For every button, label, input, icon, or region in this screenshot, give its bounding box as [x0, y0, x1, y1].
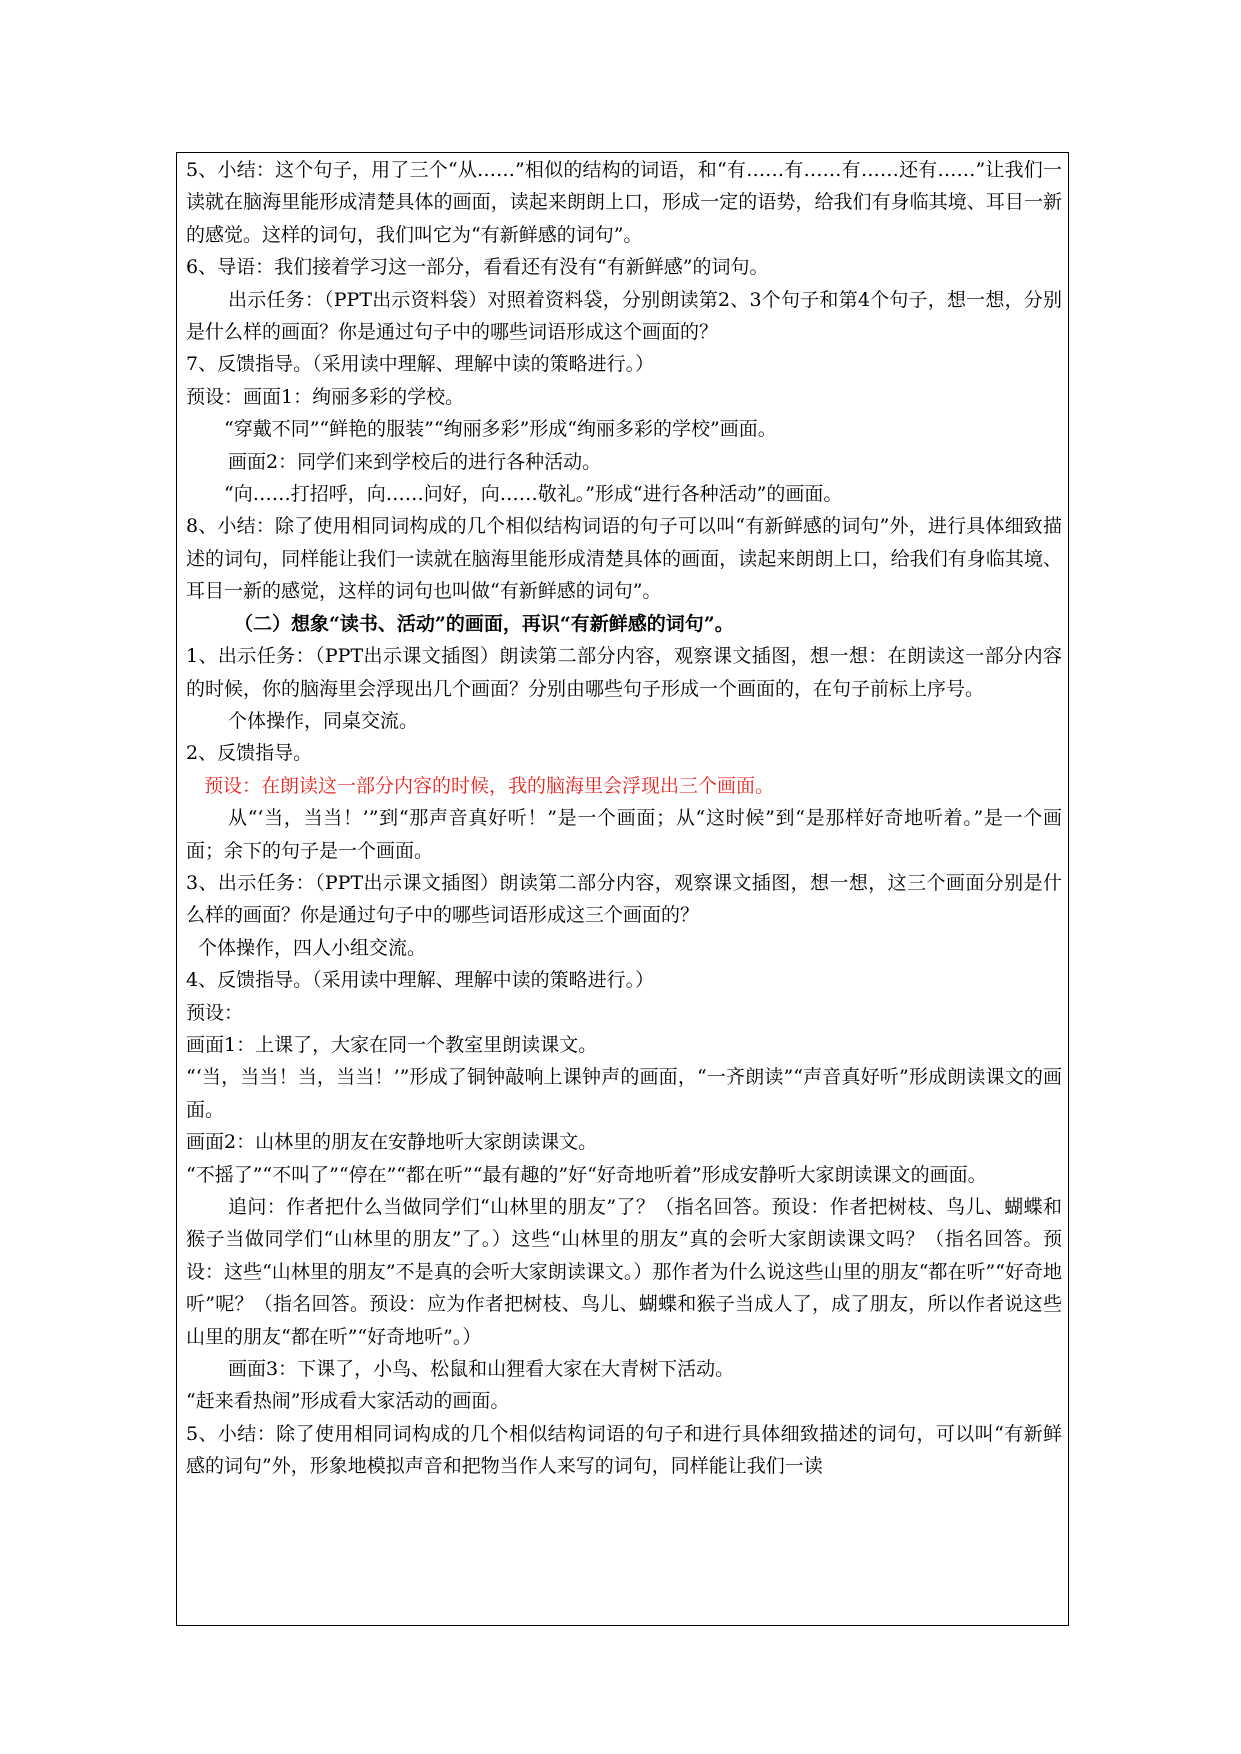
paragraph-preset: 预设：: [186, 1001, 244, 1024]
paragraph-scene-3: 画面3：下课了，小鸟、松鼠和山狸看大家在大青树下活动。: [228, 1358, 735, 1381]
paragraph-summary-5: 5、小结：这个句子，用了三个“从……”相似的结构的词语，和“有……有……有……还有……”让我们一读就在脑海里能形成清楚具体的画面，读起来朗朗上口，形成一定的语势，给我们有身临其境、耳目一新的感觉。这样的词句，我们叫它为“有新鲜感的词句”。: [186, 159, 1062, 246]
paragraph-follow-up: 追问：作者把什么当做同学们“山林里的朋友”了？（指名回答。预设：作者把树枝、鸟儿、蝴蝶和猴子当做同学们“山林里的朋友”了。）这些“山林里的朋友”真的会听大家朗读课文吗？（指名回答。预设：这些“山林里的朋友”不是真的会听大家朗读课文。）那作者为什么说这些山里的朋友“都在听”“好奇地听”呢？（指名回答。预设：应为作者把树枝、鸟儿、蝴蝶和猴子当成人了，成了朋友，所以作者说这些山里的朋友“都在听”“好奇地听”。）: [186, 1196, 1062, 1348]
paragraph-from-to: 从“‘当，当当！’”到“那声音真好听！”是一个画面；从“这时候”到“是那样好奇地听着。”是一个画面；余下的句子是一个画面。: [186, 807, 1062, 862]
paragraph-feedback-4: 4、反馈指导。（采用读中理解、理解中读的策略进行。）: [186, 969, 655, 992]
paragraph-task: 出示任务：（PPT出示资料袋）对照着资料袋，分别朗读第2、3个句子和第4个句子，想一想，分别是什么样的画面？你是通过句子中的哪些词语形成这个画面的？: [186, 288, 1062, 344]
paragraph-feedback-7: 7、反馈指导。（采用读中理解、理解中读的策略进行。）: [186, 353, 655, 376]
paragraph-preset-red: 预设：在朗读这一部分内容的时候，我的脑海里会浮现出三个画面。: [204, 774, 775, 797]
paragraph-feedback-2: 2、反馈指导。: [186, 742, 313, 765]
paragraph-preset-scene-1: 预设：画面1：绚丽多彩的学校。: [186, 385, 465, 408]
paragraph-listen-words: “不摇了”“不叫了”“停在”“都在听”“最有趣的”好“好奇地听着”形成安静听大家朗读课文的画面。: [186, 1163, 987, 1186]
document-body: [186, 154, 1062, 1483]
paragraph-intro-6: 6、导语：我们接着学习这一部分，看看还有没有“有新鲜感”的词句。: [186, 256, 769, 279]
paragraph-task-3: 3、出示任务：（PPT出示课文插图）朗读第二部分内容，观察课文插图，想一想，这三个画面分别是什么样的画面？你是通过句子中的哪些词语形成这三个画面的？: [186, 871, 1062, 927]
paragraph-scene-2-words: “向……打招呼，向……问好，向……敬礼。”形成“进行各种活动”的画面。: [224, 483, 843, 506]
paragraph-scene-2-forest: 画面2：山林里的朋友在安静地听大家朗读课文。: [186, 1131, 598, 1154]
paragraph-scene-2: 画面2：同学们来到学校后的进行各种活动。: [228, 450, 602, 473]
paragraph-summary-5b: 5、小结：除了使用相同词构成的几个相似结构词语的句子和进行具体细致描述的词句，可以叫“有新鲜感的词句”外，形象地模拟声音和把物当作人来写的词句，同样能让我们一读: [186, 1422, 1062, 1478]
paragraph-scene-1-words: “穿戴不同”“鲜艳的服装”“绚丽多彩”形成“绚丽多彩的学校”画面。: [224, 418, 777, 441]
paragraph-summary-8: 8、小结：除了使用相同词构成的几个相似结构词语的句子可以叫“有新鲜感的词句”外，进行具体细致描述的词句，同样能让我们一读就在脑海里能形成清楚具体的画面，读起来朗朗上口，给我们有身临其境、耳目一新的感觉，这样的词句也叫做“有新鲜感的词句”。: [186, 515, 1062, 603]
paragraph-group-exchange: 个体操作，四人小组交流。: [198, 936, 427, 959]
paragraph-scene-1-class: 画面1：上课了，大家在同一个教室里朗读课文。: [186, 1033, 598, 1056]
paragraph-bell-sound: “‘当，当当！当，当当！’”形成了铜钟敲响上课钟声的画面，“一齐朗读”“声音真好听”形成朗读课文的画面。: [186, 1066, 1062, 1121]
paragraph-scene-3-words: “赶来看热闹”形成看大家活动的画面。: [186, 1390, 510, 1413]
paragraph-individual-pair: 个体操作，同桌交流。: [228, 709, 419, 732]
section-heading-2: （二）想象“读书、活动”的画面，再识“有新鲜感的词句”。: [234, 612, 734, 635]
paragraph-task-1: 1、出示任务：（PPT出示课文插图）朗读第二部分内容，观察课文插图，想一想：在朗读这一部分内容的时候，你的脑海里会浮现出几个画面？分别由哪些句子形成一个画面的，在句子前标上序号。: [186, 645, 1062, 700]
